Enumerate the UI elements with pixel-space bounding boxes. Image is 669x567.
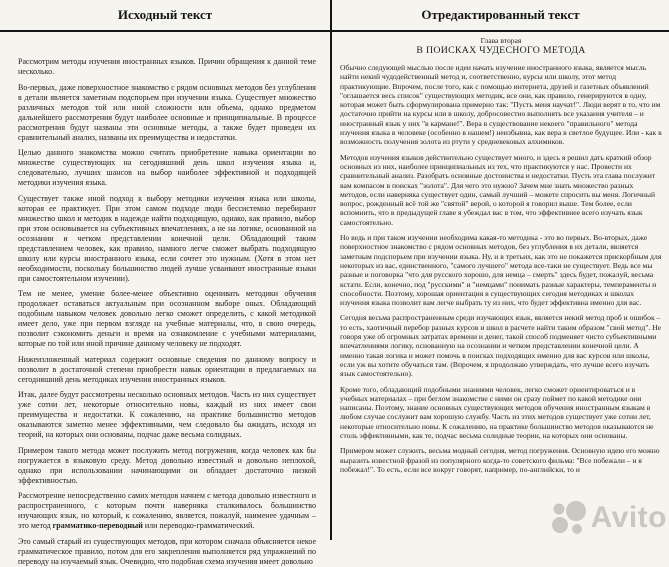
text-run: Кроме того, обладающий подобными знаниями человек, легко сможет ориентироваться и в учебных материалах – при беглом знакомстве с ними он сразу поймет по какой методике они написаны. Поэтому, знание основных существующих методов обучения иностранным языкам в любом случае сослужит вам хорошую службу. Часть из этих методов существует уже сотни лет, некоторые относительно новы. К сожалению, на практике большинство методов оказываются не столь эффективными, как те, подчас весьма солидные теории, на которых они основаны.: [340, 384, 654, 440]
paragraph: [340, 313, 662, 378]
edited-column-title: [332, 0, 669, 30]
text-run: Целью данного знакомства можно считать приобретение навыка ориентации во множестве существующих на сегодняшний день школ изучения языка и, следовательно, лучших шансов на выбор наиболее эффективной и подходящей методики изучения языка.: [18, 148, 316, 187]
edited-text-column: [332, 32, 669, 540]
paragraph: [18, 537, 316, 567]
bold-text: грамматико-переводный: [52, 521, 143, 530]
paragraph: [340, 153, 662, 227]
chapter-title: В ПОИСКАХ ЧУДЕСНОГО МЕТОДА: [416, 45, 586, 56]
paragraph: [18, 57, 316, 77]
text-run: Во-первых, даже поверхностное знакомство с рядом основных методов без углубления в детали является заметным подспорьем при изучении языка. Существует множество различных методов той или иной сложности или объема, однако предметом дальнейшего рассмотрения будут наиболее основные и принципиальные. В процессе рассмотрения будут названы эти основные методы, а также будет проведен их сравнительный анализ, названы их преимущества и недостатки.: [18, 82, 316, 142]
avito-circles-logo-icon: [550, 500, 588, 536]
paragraph: [18, 83, 316, 143]
original-column-title: [0, 0, 330, 30]
text-run: Нижеизложенный материал содержит основные сведения по данному вопросу и позволит в достаточной степени приобрести навык ориентации в предлагаемых на сегодняшний день методиках изучения иностранных языков.: [18, 354, 316, 384]
text-run: Рассмотрение непосредственно самих методов начнем с метода довольно известного и распространенного, с которым почти наверняка сталкивалось большинство изучающих язык, но который, к сожалению, является, пожалуй, наименее удачным – это метод: [18, 491, 316, 530]
text-run: Это самый старый из существующих методов, при котором сначала объясняется некое грамматическое правило, потом для его закрепления выполняется ряд упражнений по переводу на изучаемый язык. Очевидно, что подобная схема изучения имеет довольно: [18, 536, 316, 566]
text-run: Обычно следующей мыслью после идеи начать изучение иностранного языка, является мысль найти некий чудодейственный метод и, соответственно, курсы или школу, этот метод практикующие. Впрочем, после того, как с помощью интернета, друзей и газетных объявлений "оглашается весь список" существующих методик, все они, как правило, генерируются в одну, которая может быть сформулирована примерно так: "Пусть меня научат!". Люди верят в то, что им достаточно прийти на курсы или в школу, добросовестно выполнять все указания учителя – и иностранный язык у них "в кармане!". Вера в существование некоего "правильного" метода изучения языка в человеке (особенно в нашем!) неизбывна, как вера в светлое будущее. Или - как в возможность получения золота из ртути у средневековых алхимиков.: [340, 63, 662, 147]
paragraph: [18, 194, 316, 284]
paragraph: [340, 385, 662, 441]
text-run: Сегодня весьма распространенным среди изучающих язык, является некий метод проб и ошибок – то есть, хаотичный перебор разных курсов и школ в расчете найти таким образом "свой метод". Не говоря уже об огромных затратах времени и денег, такой способ подменяет чисто субъективными впечатлениями логику, основанную на осознании и четком представлении конечной цели. А именно такая логика и может помочь в поисках подходящих именно для вас курсов или школы, если уж вы хотите обучаться там. (Впрочем, я продолжаю утверждать, что лучше всего изучать язык самостоятельно).: [340, 313, 661, 379]
paragraph: [18, 390, 316, 440]
text-run: Итак, далее будут рассмотрены несколько основных методов. Часть из них существует уже сотни лет, некоторые относительно новы, каждый из них имеет свои преимущества и недостатки. К сожалению, на практике большинство методов оказываются заметно менее эффективными, чем следовало бы ожидать, исходя из теорий, на которых они основаны, подчас даже весьма солидных.: [18, 390, 316, 439]
text-run: Существует также иной подход к выбору методики изучения языка или школы, которая ее практикует. При этом самом подходе люди бессистемно перебирают множество школ и методик в надежде найти подходящую, однако, как правило, выбор при этом основывается на субъективных впечатлениях, а не на логике, основанной на осознании и четком представлении конечной цели. Обладающий таким представлением человек, как правило, намного легче сможет выбрать подходящую школу или курсы иностранного языка, если сочтет это нужным. (Хотя в этом нет необходимости, поскольку большинство людей лучше усваивают иностранные языки при самостоятельном изучении).: [18, 193, 316, 283]
paragraph: [18, 289, 316, 349]
column-title-text: Отредактированный текст: [421, 7, 580, 22]
text-run: Но ведь и при таком изучении необходима какая-то методика - это во первых. Во-вторых, даже поверхностное знакомство с рядом основных методов, без углубления в их детали, является заметным подспорьем при изучении языка. Ну, и в третьих, как это не покажется прискорбным для некоторых из вас, единственного, "самого лучшего" метода все-таки не существует. Ведь все мы разные и поговорка "что для русского хорошо, для немца – смерть" здесь будет, пожалуй, весьма кстати. Если, конечно, под "русскими" и "немцами" понимать разные характеры, темпераменты и способности. Поэтому, хорошая ориентация в существующих сегодня методиках и школах изучения языка позволит вам легче выбрать ту из них, что будет эффективна именно для вас.: [340, 233, 662, 308]
avito-watermark: [550, 500, 667, 536]
paragraph: [18, 355, 316, 385]
text-run: или переводко-грамматический.: [142, 521, 255, 530]
chapter-heading: [340, 36, 662, 57]
original-text-column: [0, 32, 330, 566]
text-run: Тем не менее, умение более-менее объективно оценивать методики обучения продолжает оставаться актуальным при осознанном выборе оных. Обладающий подобным навыком человек довольно легко сможет определить, с какой методикой имеет дело, уже при первом взгляде на учебные материалы, что, в свою очередь, позволит сэкономить деньги и время на ознакомление с учебными материалами, которые по той или иной причине данному человеку не подходят.: [18, 289, 316, 348]
paragraph: [18, 446, 316, 486]
paragraph: [340, 63, 662, 147]
column-title-text: Исходный текст: [117, 7, 213, 22]
paragraph: [340, 233, 662, 307]
text-run: Рассмотрим методы изучения иностранных языков. Причин обращения к данной теме несколько.: [18, 57, 316, 76]
text-run: Примером такого метода может послужить метод погружения, когда человек как бы погружается в языковую среду. Метод довольно известный и довольно неплохой, однако при использовании начинающими он обладает достаточно низкой эффективностью.: [18, 445, 316, 485]
paragraph: [18, 491, 316, 531]
paragraph: [340, 446, 662, 474]
chapter-label: Глава вторая: [480, 36, 522, 45]
text-run: Методов изучения языков действительно существует много, и здесь я решил дать краткий обзор основных из них, наиболее принципиальных из тех, что практикуются у нас. Провести их сравнительный анализ. Разобрать основные достоинства и недостатки. Пусть эта глава послужит вам компасом в поисках "золота". Для чего это нужно? Зачем мне знать множество разных методов, если наверняка существует один, самый лучший – можете спросить вы меня. Логичный вопрос, рожденный всё той же "святой" верой, о которой я говорил выше. Тем более, если вспомнить, что в предыдущей главе я убеждал вас в том, что эффективнее всего изучать язык самостоятельно.: [340, 152, 656, 227]
text-run: Примером может служить, весьма модный сегодня, метод погружения. Основную идею его можно выразить известной фразой из популярного когда-то советского фильма: "Все побежали – и я побежал!". То есть, если все вокруг говорят, например, по-английски, то и: [340, 446, 660, 474]
paragraph: [18, 148, 316, 188]
watermark-text: Avito: [590, 501, 667, 534]
